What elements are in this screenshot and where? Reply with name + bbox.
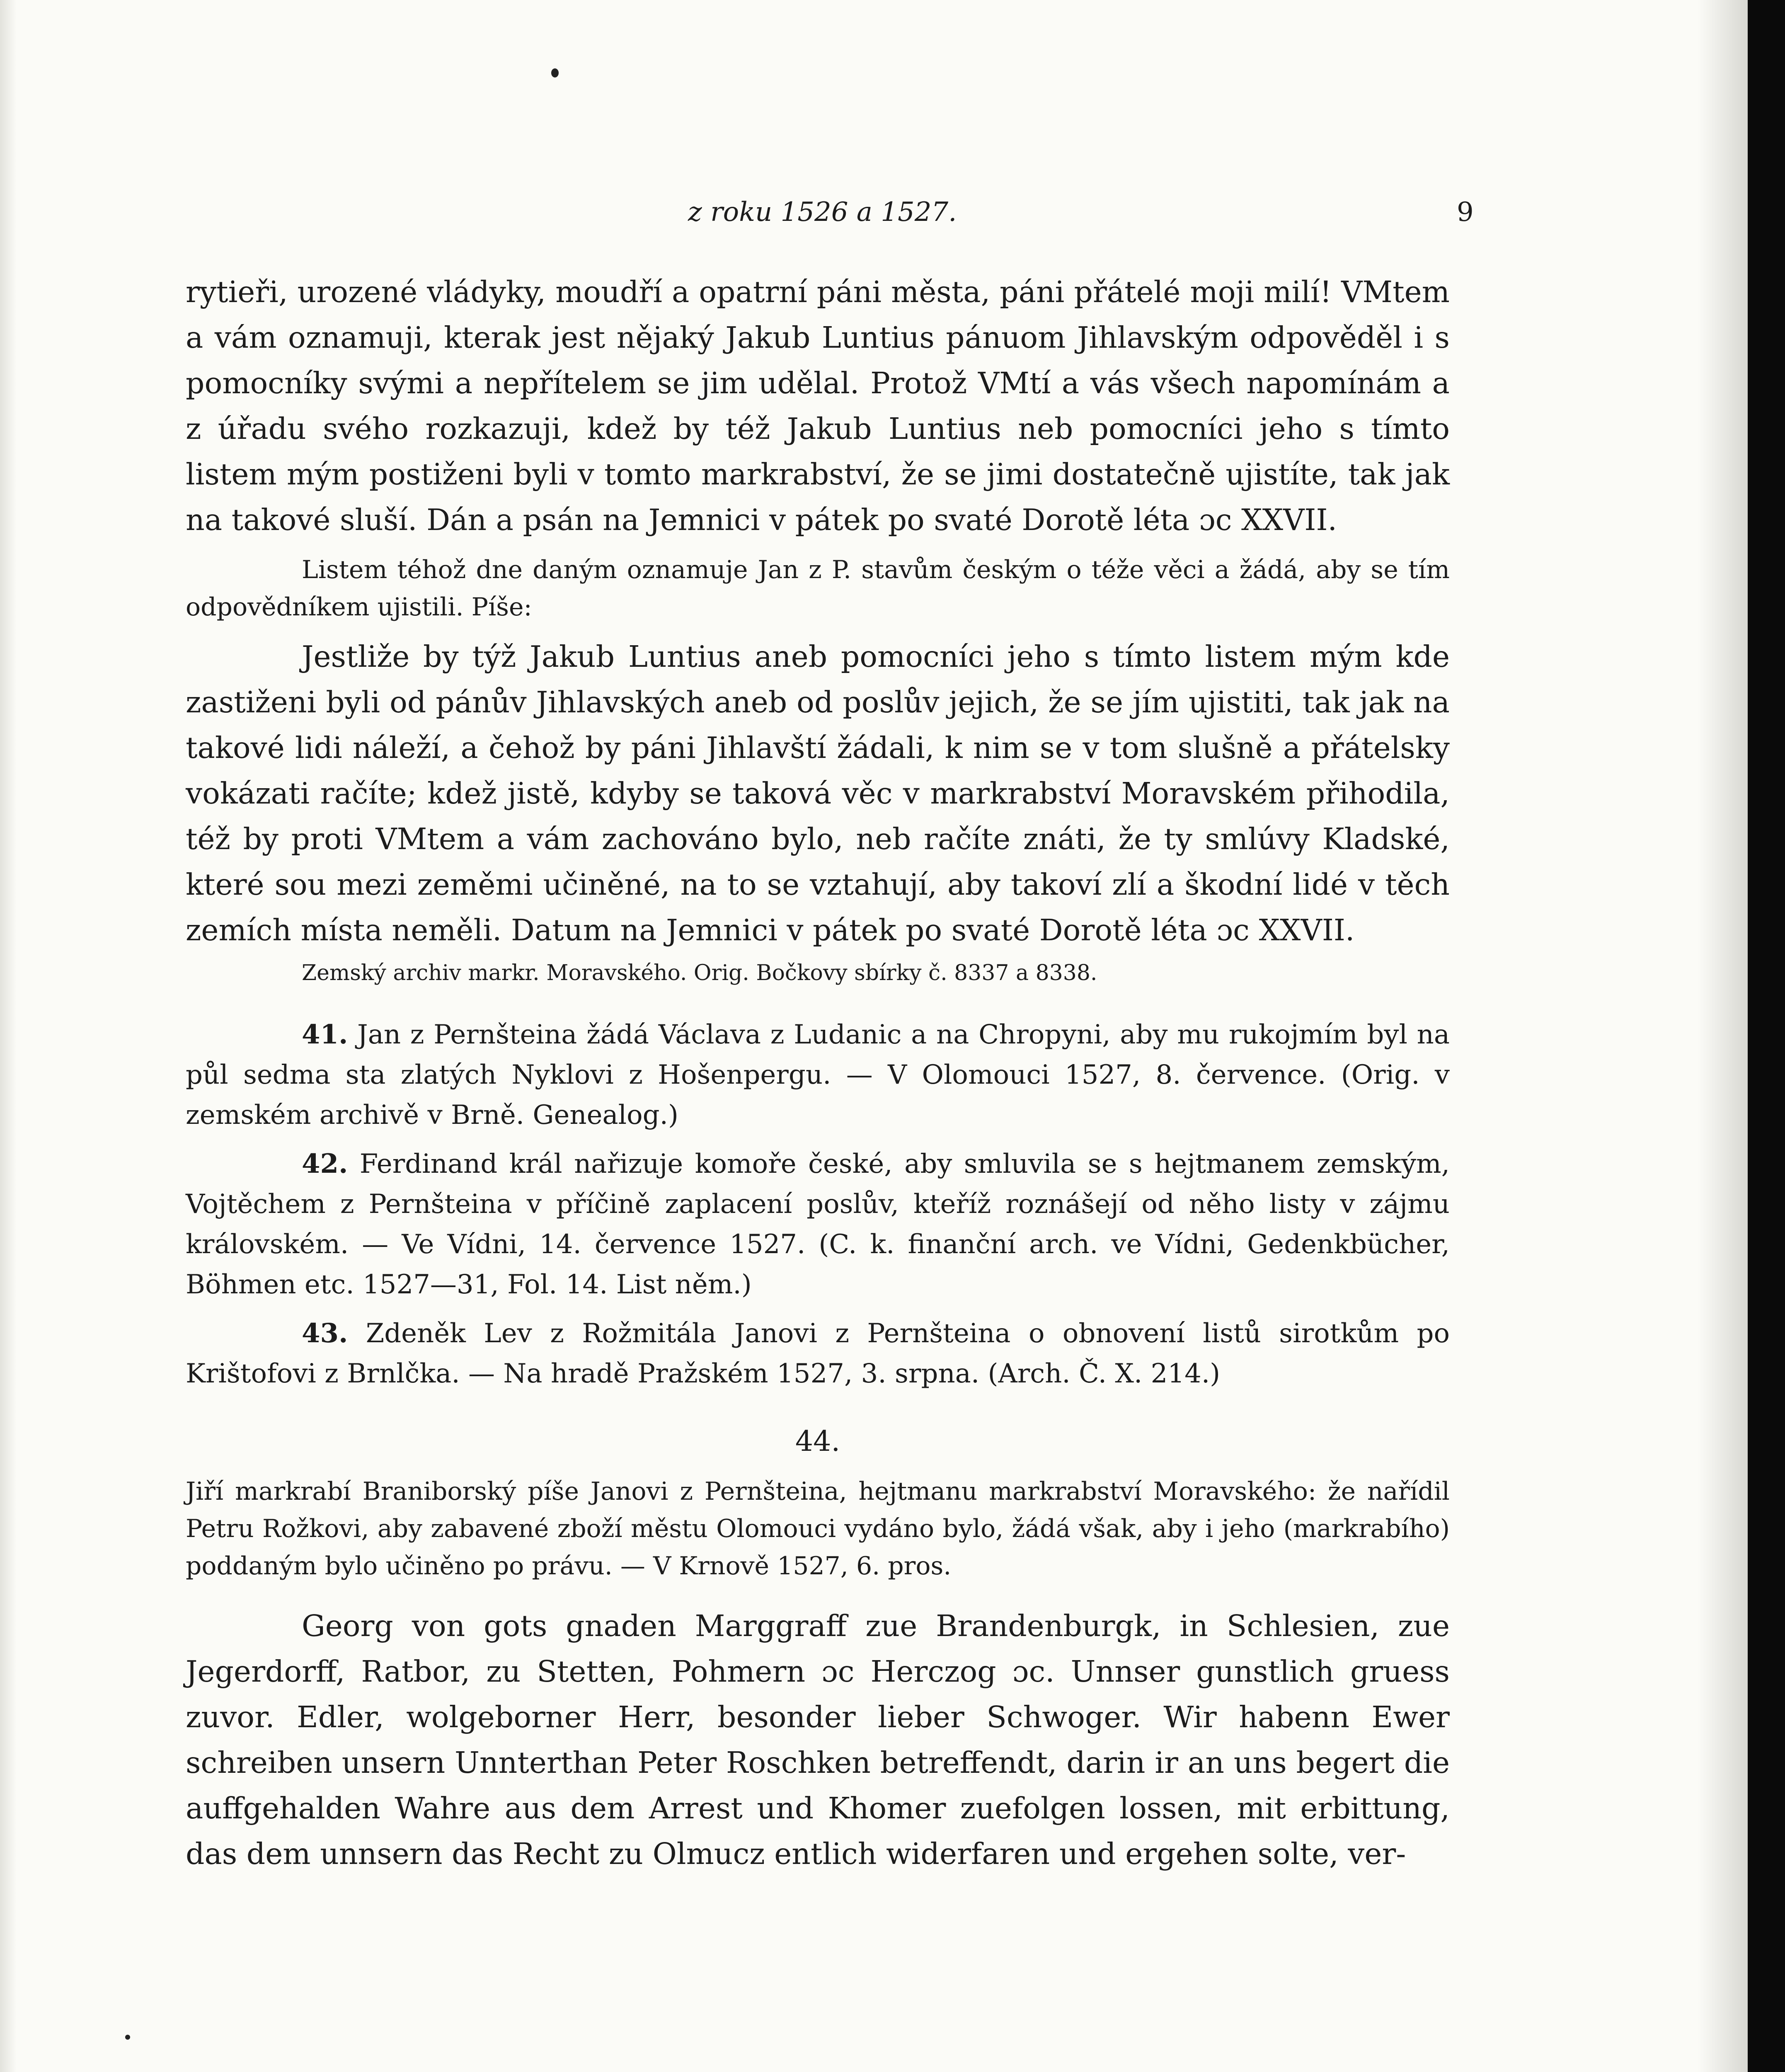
running-title: z roku 1526 a 1527. bbox=[688, 197, 957, 228]
entry-text: Zdeněk Lev z Rožmitála Janovi z Pernšteina o obnovení listů sirotkům po Krištofovi z Brnlčka. — Na hradě Pražském 1527, 3. srpna. (Arch. Č. X. 214.) bbox=[186, 1318, 1450, 1389]
register-entry bbox=[186, 1014, 1450, 1135]
scan-border bbox=[1748, 0, 1785, 2072]
register-entry bbox=[186, 1144, 1450, 1305]
entry-number: 43. bbox=[302, 1318, 348, 1349]
editorial-note: Listem téhož dne daným oznamuje Jan z P. stavům českým o téže věci a žádá, aby se tím odpovědníkem ujistili. Píše: bbox=[186, 555, 1450, 622]
entry-text: Jan z Pernšteina žádá Václava z Ludanic a na Chropyni, aby mu rukojmím byl na půl sedma sta zlatých Nyklovi z Hošenpergu. — V Olomouci 1527, 8. července. (Orig. v zemském archivě v Brně. Genealog.) bbox=[186, 1019, 1450, 1130]
page-number: 9 bbox=[1457, 197, 1474, 228]
ink-speck bbox=[551, 68, 559, 77]
running-header bbox=[0, 197, 1785, 238]
letter-paragraph: Jestliže by týž Jakub Luntius aneb pomocníci jeho s tímto listem mým kde zastiženi byli od pánův Jihlavských aneb od poslův jejich, že se jím ujistiti, tak jak na takové lidi náleží, a čehož by páni Jihlavští žádali, k nim se v tom slušně a přátelsky vokázati račíte; kdež jistě, kdyby se taková věc v markrabství Moravském přihodila, též by proti VMtem a vám zachováno bylo, neb račíte znáti, že ty smlúvy Kladské, které sou mezi zeměmi učiněné, na to se vztahují, aby takoví zlí a škodní lidé v těch zemích místa neměli. Datum na Jemnici v pátek po svaté Dorotě léta ɔc XXVII. bbox=[186, 639, 1450, 947]
ink-speck bbox=[125, 2035, 130, 2040]
page-left-shadow bbox=[0, 0, 17, 2072]
source-citation: Zemský archiv markr. Moravského. Orig. Bočkovy sbírky č. 8337 a 8338. bbox=[302, 961, 1097, 985]
entry-text: Ferdinand král nařizuje komoře české, aby smluvila se s hejtmanem zemským, Vojtěchem z Pernšteina v příčině zaplacení poslův, kteříž roznášejí od něho listy v zájmu královském. — Ve Vídni, 14. července 1527. (C. k. finanční arch. ve Vídni, Gedenkbücher, Böhmen etc. 1527—31, Fol. 14. List něm.) bbox=[186, 1149, 1450, 1300]
entry-number: 42. bbox=[302, 1148, 348, 1179]
document-number: 44. bbox=[795, 1425, 840, 1458]
letter-paragraph: Georg von gots gnaden Marggraff zue Brandenburgk, in Schlesien, zue Jegerdorff, Ratbor, zu Stetten, Pohmern ɔc Herczog ɔc. Unnser gunstlich gruess zuvor. Edler, wolgeborner Herr, besonder lieber Schwoger. Wir habenn Ewer schreiben unsern Unnterthan Peter Roschken betreffendt, darin ir an uns begert die auffgehalden Wahre aus dem Arrest und Khomer zuefolgen lossen, mit erbittung, das dem unnsern das Recht zu Olmucz entlich widerfaren und ergehen solte, ver- bbox=[186, 1609, 1450, 1871]
register-entry bbox=[186, 1313, 1450, 1394]
page-right-shadow bbox=[1698, 0, 1748, 2072]
letter-paragraph: rytieři, urozené vládyky, moudří a opatrní páni města, páni přátelé moji milí! VMtem a vám oznamuji, kterak jest nějaký Jakub Luntius pánuom Jihlavským odpověděl i s pomocníky svými a nepřítelem se jim udělal. Protož VMtí a vás všech napomínám a z úřadu svého rozkazuji, kdež by též Jakub Luntius neb pomocníci jeho s tímto listem mým postiženi byli v tomto markrabství, že se jimi dostatečně ujistíte, tak jak na takové sluší. Dán a psán na Jemnici v pátek po svaté Dorotě léta ɔc XXVII. bbox=[186, 275, 1450, 537]
document-summary: Jiří markrabí Braniborský píše Janovi z Pernšteina, hejtmanu markrabství Moravského: že nařídil Petru Rožkovi, aby zabavené zboží městu Olomouci vydáno bylo, žádá však, aby i jeho (markrabího) poddaným bylo učiněno po právu. — V Krnově 1527, 6. pros. bbox=[186, 1477, 1450, 1581]
page-body bbox=[186, 269, 1450, 1877]
entry-number: 41. bbox=[302, 1019, 348, 1050]
